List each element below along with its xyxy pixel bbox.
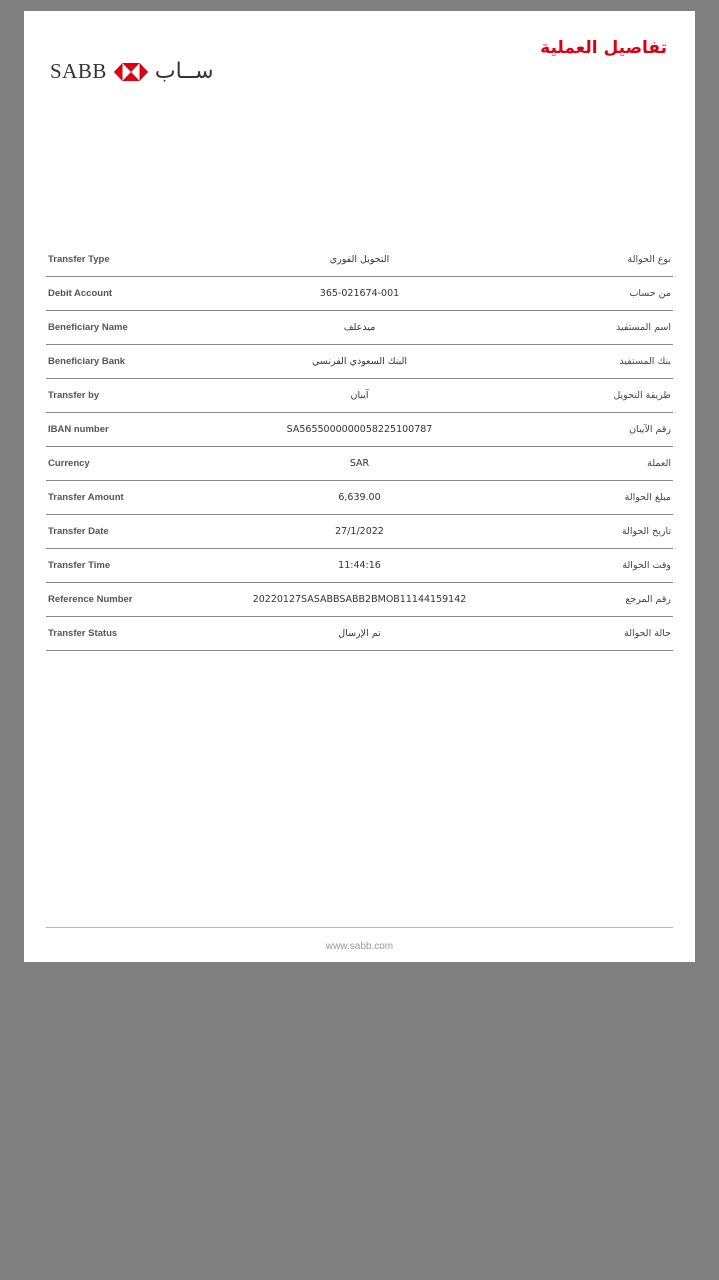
row-value: آيبان xyxy=(350,390,369,401)
detail-row-transfer-status xyxy=(46,617,673,651)
row-label-en: Transfer Amount xyxy=(48,492,124,503)
row-label-ar: حالة الحوالة xyxy=(624,628,671,639)
row-label-en: Transfer Time xyxy=(48,560,111,571)
detail-row-transfer-date xyxy=(46,515,673,549)
detail-row-currency xyxy=(46,447,673,481)
detail-row-transfer-time xyxy=(46,549,673,583)
row-label-ar: وقت الحوالة xyxy=(622,560,671,571)
detail-row-reference-number xyxy=(46,583,673,617)
sabb-logo xyxy=(50,59,214,84)
row-value: 6,639.00 xyxy=(338,492,381,503)
row-label-ar: مبلغ الحوالة xyxy=(624,492,671,503)
row-label-en: Transfer Status xyxy=(48,628,118,639)
row-value: التحويل الفوري xyxy=(329,254,390,265)
row-value: تم الإرسال xyxy=(338,628,381,639)
row-label-ar: رقم المرجع xyxy=(625,594,671,605)
row-value: 365-021674-001 xyxy=(319,288,400,299)
row-label-en: Transfer by xyxy=(48,390,100,401)
detail-row-beneficiary-name xyxy=(46,311,673,345)
row-label-en: Beneficiary Name xyxy=(48,322,128,333)
detail-row-transfer-by xyxy=(46,379,673,413)
row-value: 20220127SASABBSABB2BMOB11144159142 xyxy=(252,594,467,605)
row-label-en: Transfer Type xyxy=(48,254,110,265)
detail-row-beneficiary-bank xyxy=(46,345,673,379)
row-label-ar: من حساب xyxy=(629,288,671,299)
footer-divider xyxy=(46,927,673,928)
page-title: تفاصيل العملية xyxy=(540,38,667,58)
detail-row-debit-account xyxy=(46,277,673,311)
row-label-en: Currency xyxy=(48,458,90,469)
receipt-page xyxy=(24,11,695,962)
row-label-en: Transfer Date xyxy=(48,526,109,537)
row-label-ar: بنك المستفيد xyxy=(619,356,671,367)
row-label-en: Reference Number xyxy=(48,594,133,605)
row-label-en: Beneficiary Bank xyxy=(48,356,126,367)
row-label-ar: طريقة التحويل xyxy=(613,390,671,401)
row-label-ar: اسم المستفيد xyxy=(616,322,671,333)
row-label-en: Debit Account xyxy=(48,288,113,299)
row-value: SA5655000000058225100787 xyxy=(286,424,433,435)
detail-row-iban-number xyxy=(46,413,673,447)
transaction-details-table xyxy=(46,243,673,651)
row-value: 11:44:16 xyxy=(338,560,381,571)
detail-row-transfer-amount xyxy=(46,481,673,515)
detail-row-transfer-type xyxy=(46,243,673,277)
footer-website-link[interactable]: www.sabb.com xyxy=(325,941,394,952)
row-label-ar: تاريخ الحوالة xyxy=(621,526,671,537)
row-label-ar: نوع الحوالة xyxy=(627,254,671,265)
row-value: 27/1/2022 xyxy=(335,526,384,537)
row-value: SAR xyxy=(349,458,370,469)
logo-text-en: SABB xyxy=(50,59,107,83)
row-label-en: IBAN number xyxy=(48,424,109,435)
row-label-ar: العملة xyxy=(647,458,671,469)
logo-text-ar: ســاب xyxy=(154,59,214,84)
row-label-ar: رقم الآيبان xyxy=(629,424,671,435)
row-value: البنك السعودي الفرنسي xyxy=(311,356,408,367)
row-value: ميدعلف xyxy=(343,322,376,333)
hsbc-hexagon-icon xyxy=(114,63,148,81)
